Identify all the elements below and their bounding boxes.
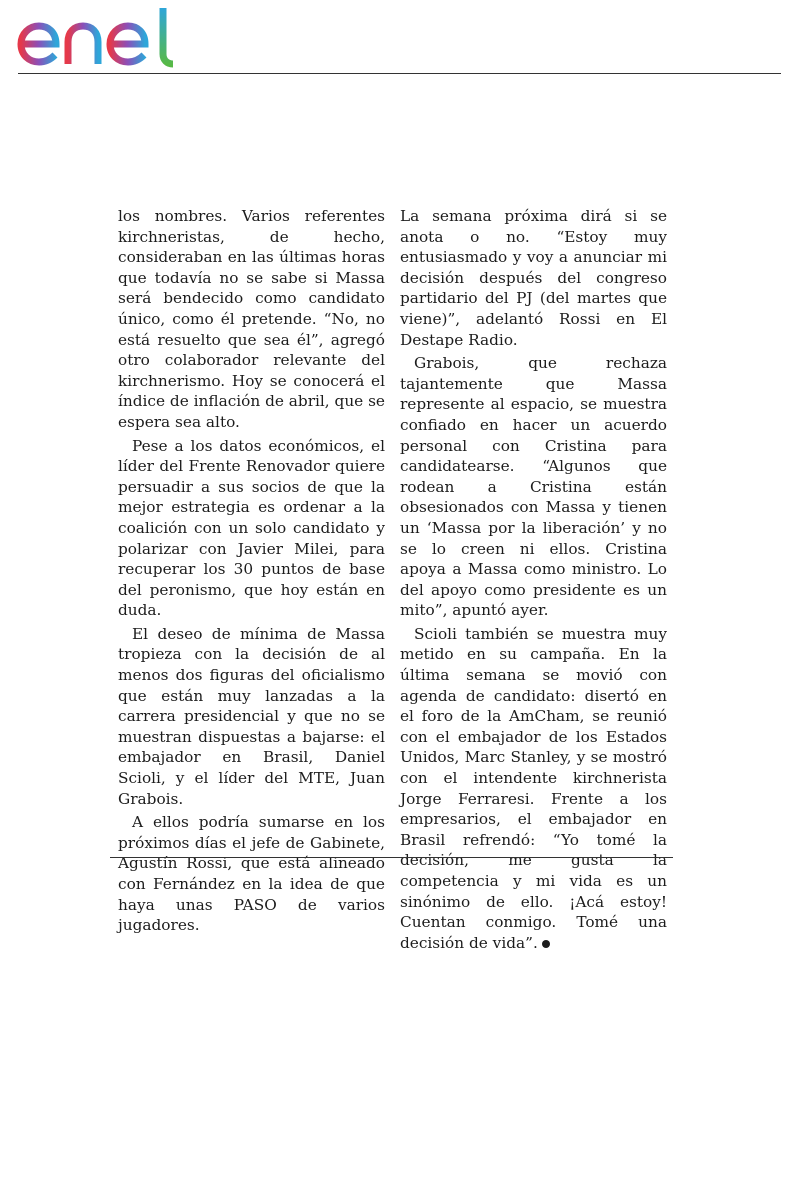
paragraph [400,624,667,954]
paragraph: A ellos podría sumarse en los próximos días el jefe de Gabinete, Agustín Rossi, que está alineado con Fernández en la idea de que haya unas PASO de varios jugadores. [118,813,385,935]
paragraph: Pese a los datos económicos, el líder del Frente Renovador quiere persuadir a sus socios de que la mejor estrategia es ordenar a la coalición con un solo candidato y polarizar con Javier Milei, para recuperar los 30 puntos de base del peronismo, que hoy están en duda. [118,436,385,620]
enel-logo [16,4,180,70]
article-column-left [118,206,385,936]
footer-divider [110,857,673,858]
paragraph: El deseo de mínima de Massa tropieza con la decisión de al menos dos figuras del oficialismo que están muy lanzadas a la carrera presidencial y que no se muestran dispuestas a bajarse: el embajador en Brasil, Daniel Scioli, y el líder del MTE, Juan Grabois. [118,624,385,808]
header-divider [18,73,781,74]
end-of-article-icon [542,940,550,948]
paragraph: Grabois, que rechaza tajantemente que Massa represente al espacio, se muestra confiado en hacer un acuerdo personal con Cristina para candidatearse. “Algunos que rodean a Cristina están obsesionados con Massa y tienen un ‘Massa por la liberación’ y no se lo creen ni ellos. Cristina apoya a Massa como ministro. Lo del apoyo como presidente es un mito”, apuntó ayer. [400,354,667,620]
news-article [118,206,674,952]
article-column-right [400,206,667,953]
paragraph: los nombres. Varios referentes kirchneristas, de hecho, consideraban en las últimas horas que todavía no se sabe si Massa será bendecido como candidato único, como él pretende. “No, no está resuelto que sea él”, agregó otro colaborador relevante del kirchnerismo. Hoy se conocerá el índice de inflación de abril, que se espera sea alto. [118,207,385,431]
logo-text: enel [16,4,19,5]
paragraph-text: Scioli también se muestra muy metido en su campaña. En la última semana se movió con agenda de candidato: disertó en el foro de la AmCham, se reunió con el embajador de los Estados Unidos, Marc Stanley, y se mostró con el intendente kirchnerista Jorge Ferraresi. Frente a los empresarios, el embajador en Brasil refrendó: “Yo tomé la decisión, me gusta la competencia y mi vida es un sinónimo de ello. ¡Acá estoy! Cuentan conmigo. Tomé una decisión de vida”. [400,624,667,952]
paragraph: La semana próxima dirá si se anota o no. “Estoy muy entusiasmado y voy a anunciar mi decisión después del congreso partidario del PJ (del martes que viene)”, adelantó Rossi en El Destape Radio. [400,207,667,349]
